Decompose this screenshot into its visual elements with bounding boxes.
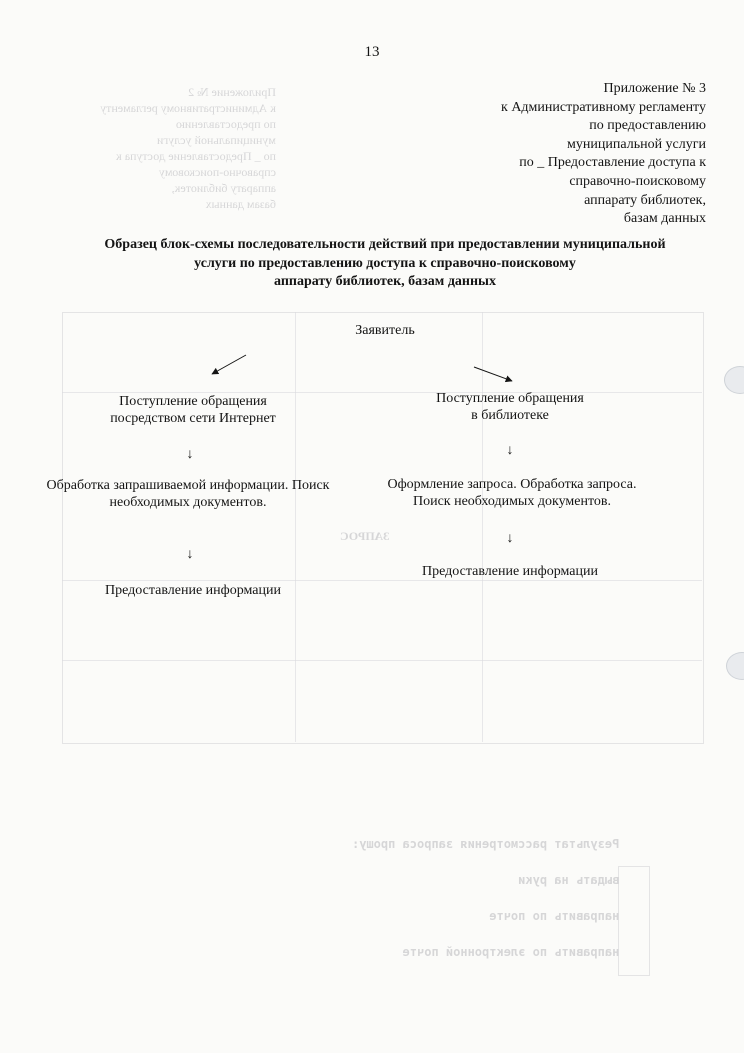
node-line: необходимых документов. — [109, 495, 267, 510]
flow-node-applicant: Заявитель — [355, 323, 415, 338]
appendix-line: аппарату библиотек, — [584, 192, 706, 208]
flow-node-result-library: Предоставление информации — [422, 564, 598, 579]
title-line: аппарату библиотек, базам данных — [274, 274, 496, 290]
node-line: в библиотеке — [471, 408, 549, 423]
bleed-through-form-word: ЗАПРОС — [340, 529, 390, 543]
down-arrow-icon: ↓ — [186, 547, 194, 562]
appendix-line: базам данных — [623, 211, 706, 227]
title-line: Образец блок-схемы последовательности действий при предоставлении муниципальной — [104, 237, 666, 252]
title-line: услуги по предоставлению доступа к справочно-поисковому — [194, 255, 576, 271]
appendix-line: справочно-поисковому — [569, 173, 706, 189]
flow-node-library — [400, 390, 620, 424]
bleed-line: Приложение № 2 — [188, 85, 276, 99]
bleed-line: муниципальной услуги — [156, 133, 276, 147]
bleed-line: по предоставлению — [175, 117, 276, 131]
bleed-line: направить по почте — [489, 909, 620, 923]
bleed-line: справочно-поисковому — [158, 165, 276, 179]
appendix-line: к Административному регламенту — [501, 99, 706, 115]
bleed-line: аппарату библиотек, — [171, 181, 276, 195]
node-line: Поиск необходимых документов. — [412, 494, 611, 509]
bleed-line: выдать на руки — [518, 873, 620, 887]
appendix-line: Приложение № 3 — [603, 81, 706, 96]
page-number: 13 — [364, 44, 380, 60]
flow-node-internet — [88, 393, 298, 427]
appendix-line: муниципальной услуги — [567, 136, 706, 152]
down-arrow-icon: ↓ — [186, 447, 194, 462]
appendix-line: по _ Предоставление доступа к — [519, 155, 706, 171]
arrow-to-internet — [212, 355, 246, 374]
node-line: Обработка запрашиваемой информации. Поиск — [46, 478, 330, 493]
flow-node-processing-internet — [28, 477, 348, 511]
node-line: Поступление обращения — [436, 391, 584, 406]
bleed-line: Результат рассмотрения запроса прошу: — [352, 837, 620, 851]
node-line: посредством сети Интернет — [110, 411, 276, 426]
down-arrow-icon: ↓ — [506, 443, 514, 458]
appendix-line: по предоставлению — [589, 118, 706, 134]
bleed-line: базам данных — [205, 197, 276, 211]
bleed-line: направить по электронной почте — [402, 945, 620, 959]
down-arrow-icon: ↓ — [506, 531, 514, 546]
flow-node-processing-library — [362, 476, 662, 510]
arrow-to-library — [474, 367, 512, 381]
node-line: Поступление обращения — [119, 394, 267, 409]
bleed-line: по _ Предоставление доступа к — [115, 149, 276, 163]
node-line: Оформление запроса. Обработка запроса. — [387, 477, 637, 492]
flow-node-result-internet: Предоставление информации — [105, 583, 281, 598]
bleed-line: к Административному регламенту — [100, 101, 276, 115]
